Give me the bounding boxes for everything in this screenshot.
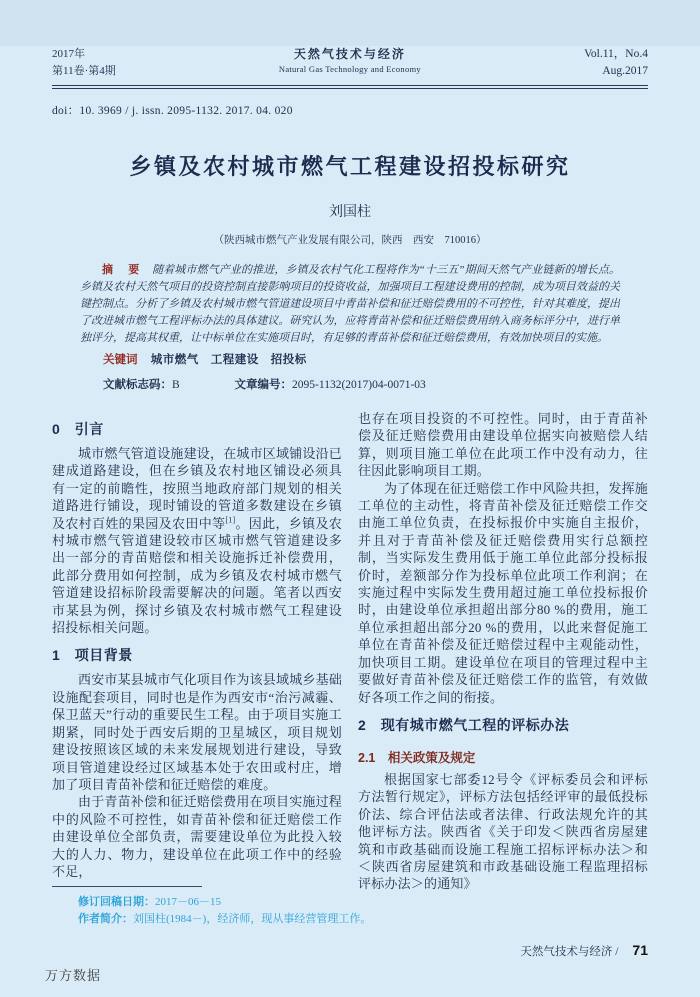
journal-article-page bbox=[0, 46, 700, 997]
paragraph: 由于青苗补偿和征迁赔偿费用在项目实施过程中的风险不可控性，如青苗补偿和征迁赔偿工作由建设单位全部负责，需要建设单位为此投入较大的人力、物力，建设单位在此项工作中的经验不足， bbox=[52, 794, 343, 879]
volume-issue: 第11卷·第4期 bbox=[52, 65, 116, 77]
abstract-block bbox=[80, 262, 620, 347]
doi-line: doi：10. 3969 / j. issn. 2095-1132. 2017. 04. 020 bbox=[52, 105, 293, 117]
paragraph-text: 。因此，乡镇及农村城市燃气管道建设较市区城市燃气管道建设多出一部分的青苗赔偿和相关设施拆迁补偿费用，此部分费用如何控制，成为乡镇及农村城市燃气管道建设招标阶段需要解决的问题。笔者以西安市某县为例，探讨乡镇及农村城市燃气工程建设招投标相关问题。 bbox=[52, 515, 342, 636]
citation-reference: [1] bbox=[225, 515, 236, 525]
author-bio-line bbox=[78, 911, 372, 928]
author-affiliation: （陕西城市燃气产业发展有限公司，陕西 西安 710016） bbox=[213, 235, 487, 246]
paragraph: 根据国家七部委12号令《评标委员会和评标方法暂行规定》，评标方法包括经评审的最低投标价法、综合评估法或者法律、行政法规允许的其他评标方法。陕西省《关于印发＜陕西省房屋建筑和市政基础而设施工程施工招标评标办法＞和＜陕西省房屋建筑和市政基础设施工程监理招标评标办法＞的通知》 bbox=[358, 771, 648, 892]
document-codes-line bbox=[80, 376, 620, 392]
masthead-issue-info bbox=[52, 46, 116, 80]
journal-name-english: Natural Gas Technology and Economy bbox=[278, 64, 421, 74]
masthead-journal-title bbox=[279, 46, 421, 76]
issue-month: Aug.2017 bbox=[602, 65, 648, 77]
revision-date-line bbox=[78, 894, 342, 911]
abstract-label: 摘 要 bbox=[102, 264, 142, 276]
keywords-text: 城市燃气 工程建设 招投标 bbox=[150, 354, 307, 366]
body-columns bbox=[52, 410, 648, 928]
masthead-volume-info bbox=[584, 46, 648, 80]
paragraph: 为了体现在征迁赔偿工作中风险共担，发挥施工单位的主动性，将青苗补偿及征迁赔偿工作交由施工单位负责，在投标报价中实施自主报价，并且对于青苗补偿及征迁赔偿费用实行总额控制，当实际发生费用低于施工单位此部分投标报价时，差额部分作为投标单位此项工作利润；在实施过程中实际发生费用超过施工单位投标报价时，由建设单位承担超出部分80 %的费用，施工单位承担超出部分20 %的费用，以此来督促施工单位在青苗补偿及征迁赔偿过程中主观能动性，加快项目工期。建设单位在项目的管理过程中主要做好青苗补偿及征迁赔偿工作的监管，有效做好各项工作之间的衔接。 bbox=[358, 480, 649, 705]
document-code bbox=[103, 379, 180, 391]
keywords-line bbox=[80, 351, 620, 367]
section-heading-evaluation-methods: 2 现有城市燃气工程的评标办法 bbox=[358, 716, 570, 733]
footnote-block bbox=[52, 880, 372, 928]
section-heading-background: 1 项目背景 bbox=[52, 647, 133, 664]
paragraph: 西安市某县城市气化项目作为该县域城乡基础设施配套项目，同时也是作为西安市“治污减霾、保卫蓝天”行动的重要民生工程。由于项目实施工期紧，同时处于西安后期的卫星城区，项目规划建设按照该区域的未来发展规划进行建设，导致项目管道建设经过区域基本处于农田或村庄，增加了项目青苗补偿和征迁赔偿的难度。 bbox=[52, 672, 343, 792]
paragraph: 也存在项目投资的不可控性。同时，由于青苗补偿及征迁赔偿费用由建设单位据实向被赔偿人结算，则项目施工单位在此项工作中没有动力，往往因此影响项目工期。 bbox=[358, 411, 648, 479]
author-bio-value: 刘国柱(1984－)，经济师，现从事经营管理工作。 bbox=[133, 913, 372, 926]
volume-number: Vol.11，No.4 bbox=[584, 48, 648, 60]
revision-date-value: 2017－06－15 bbox=[155, 896, 221, 909]
article-number-label: 文章编号： bbox=[234, 379, 293, 391]
wanfang-data-watermark: 万方数据 bbox=[45, 968, 102, 983]
footnote-divider bbox=[52, 886, 202, 887]
article-number-value: 2095-1132(2017)04-0071-03 bbox=[292, 379, 426, 391]
paragraph-text: 城市燃气管道设施建设，在城市区域铺设沿已建成道路建设，但在乡镇及农村地区铺设必须具有一定的前瞻性，按照当地政府部门规划的相关道路进行铺设，现时铺设的管道多数建设在乡镇及农村百姓的果园及农田中等 bbox=[52, 446, 343, 531]
footer-journal-name: 天然气技术与经济 / bbox=[520, 946, 619, 959]
revision-date-label: 修订回稿日期： bbox=[78, 896, 155, 909]
right-column bbox=[358, 410, 648, 928]
abstract-text: 随着城市燃气产业的推进，乡镇及农村气化工程将作为“十三五”期间天然气产业链新的增长点。乡镇及农村天然气项目的投资控制直接影响项目的投资收益，加强项目工程建设费用的控制，成为项目效益的关键控制点。分析了乡镇及农村城市燃气管道建设项目中青苗补偿和征迁赔偿费用的不可控性，针对其难度，提出了改进城市燃气工程评标办法的具体建议。研究认为，应将青苗补偿和征迁赔偿费用纳入商务标评分中，进行单独评分，提高其权重，让中标单位在实施项目时，有足够的青苗补偿和征迁赔偿费用，有效加快项目的实施。 bbox=[80, 264, 620, 344]
subsection-heading-policies: 2.1 相关政策及规定 bbox=[358, 750, 476, 765]
left-column bbox=[52, 410, 372, 928]
paragraph bbox=[52, 445, 342, 636]
page-footer bbox=[52, 942, 648, 959]
author-bio-label: 作者简介： bbox=[78, 913, 133, 926]
section-heading-introduction: 0 引言 bbox=[52, 421, 104, 437]
document-code-value: B bbox=[172, 379, 180, 391]
page-number: 71 bbox=[632, 942, 648, 959]
masthead-divider bbox=[52, 85, 648, 89]
journal-masthead bbox=[52, 46, 648, 80]
article-number bbox=[235, 379, 426, 391]
journal-name-chinese: 天然气技术与经济 bbox=[293, 47, 406, 61]
keywords-label: 关键词 bbox=[103, 354, 138, 366]
author-name: 刘国柱 bbox=[329, 205, 371, 220]
document-code-label: 文献标志码： bbox=[103, 379, 172, 391]
article-title: 乡镇及农村城市燃气工程建设招投标研究 bbox=[129, 154, 571, 179]
publication-year: 2017年 bbox=[52, 48, 85, 60]
